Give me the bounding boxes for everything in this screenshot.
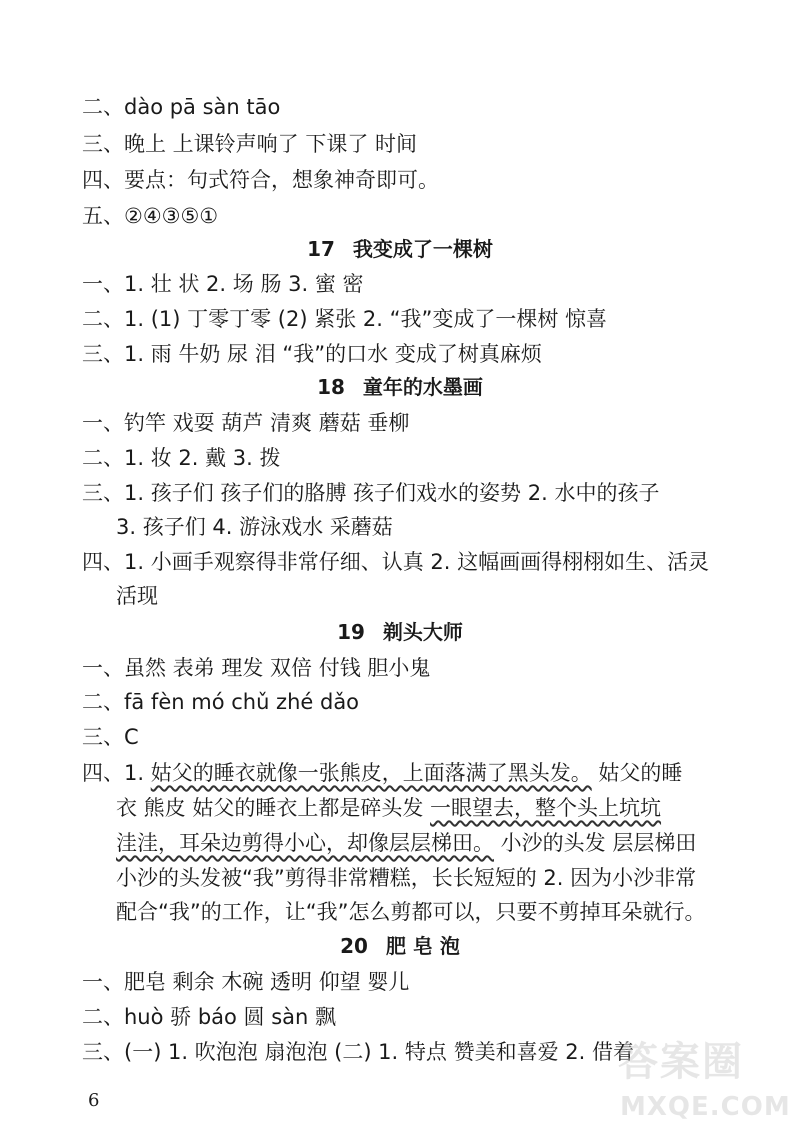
answer-line: 二、dào pā sàn tāo [82,95,281,119]
watermark-url: MXQE.COM [620,1092,791,1122]
answer-line: 配合“我”的工作，让“我”怎么剪都可以，只要不剪掉耳朵就行。 [116,900,706,924]
section-number: 20 [340,934,368,958]
answer-line: 二、1. 妆 2. 戴 3. 拨 [82,446,281,470]
section-title: 童年的水墨画 [362,375,483,399]
section-number: 17 [307,237,335,261]
watermark-text: 答案圈 [618,1039,744,1085]
answer-line: 四、要点：句式符合，想象神奇即可。 [82,168,439,192]
section-heading [0,373,800,401]
section-heading [0,932,800,960]
answer-line: 二、1. (1) 丁零丁零 (2) 紧张 2. “我”变成了一棵树 惊喜 [82,307,608,331]
answer-line [116,794,730,822]
answer-text: 小沙的头发 层层梯田 [494,831,697,855]
answer-text: 姑父的睡 [591,761,683,785]
section-heading [0,618,800,646]
answer-line: 活现 [116,584,158,608]
answer-line [116,829,730,857]
answer-line: 一、虽然 表弟 理发 双倍 付钱 胆小鬼 [82,656,431,680]
answer-line: 小沙的头发被“我”剪得非常糟糕，长长短短的 2. 因为小沙非常 [116,866,697,890]
answer-line: 三、1. 孩子们 孩子们的胳膊 孩子们戏水的姿势 2. 水中的孩子 [82,481,660,505]
answer-text: 四、1. [82,761,151,785]
answer-line: 二、huò 骄 báo 圆 sàn 飘 [82,1005,337,1029]
answer-line: 三、C [82,725,139,749]
watermark-logo [612,1030,792,1140]
answer-line: 三、(一) 1. 吹泡泡 扇泡泡 (二) 1. 特点 赞美和喜爱 2. 借着 [82,1040,634,1064]
answer-line [82,759,730,787]
section-title: 我变成了一棵树 [352,237,493,261]
page-number: 6 [88,1090,100,1111]
answer-line: 一、钓竿 戏耍 葫芦 清爽 蘑菇 垂柳 [82,411,410,435]
answer-line: 五、②④③⑤① [82,204,219,228]
section-number: 18 [317,375,345,399]
section-heading [0,235,800,263]
answer-line: 一、肥皂 剩余 木碗 透明 仰望 婴儿 [82,970,410,994]
section-title: 肥 皂 泡 [385,934,460,958]
answer-text: 衣 熊皮 姑父的睡衣上都是碎头发 [116,796,431,820]
answer-line: 四、1. 小画手观察得非常仔细、认真 2. 这幅画画得栩栩如生、活灵 [82,550,710,574]
underlined-answer: 姑父的睡衣就像一张熊皮，上面落满了黑头发。 [150,761,592,785]
section-number: 19 [337,620,365,644]
answer-line: 三、晚上 上课铃声响了 下课了 时间 [82,132,418,156]
answer-line: 3. 孩子们 4. 游泳戏水 采蘑菇 [116,515,393,539]
underlined-answer: 洼洼，耳朵边剪得小心，却像层层梯田。 [116,831,494,855]
answer-line: 三、1. 雨 牛奶 尿 泪 “我”的口水 变成了树真麻烦 [82,342,542,366]
section-title: 剃头大师 [382,620,463,644]
answer-line: 一、1. 壮 状 2. 场 肠 3. 蜜 密 [82,272,364,296]
underlined-answer: 一眼望去，整个头上坑坑 [430,796,662,820]
answer-line: 二、fā fèn mó chǔ zhé dǎo [82,690,360,714]
